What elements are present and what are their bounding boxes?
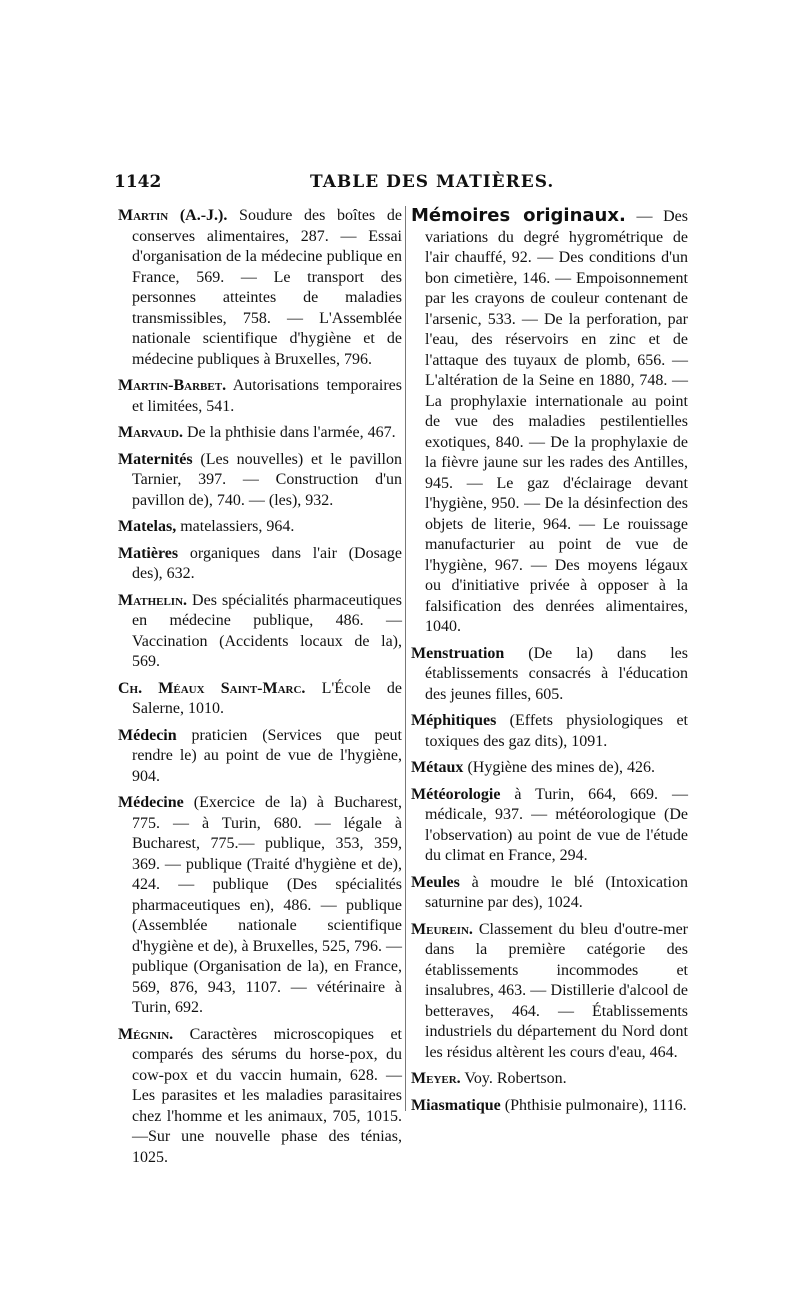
entry-text: (Exercice de la) à Bucharest, 775. — à Turin, 680. — légale à Bucharest, 775.— publique, 353, 359, 369. — publique (Traité d'hygiène et de), 424. — publique (Des spécialités pharmaceutiques en), 486. — publique (Assemblée nationale scientifique d'hygiène et de), à Bruxelles, 525, 796. — publique (Organisation de la), en France, 569, 876, 943, 1107. — vétérinaire à Turin, 692. xyxy=(132,794,402,1016)
entry-text: (Les nouvelles) et le pavillon Tarnier, 397. — Construction d'un pavillon de), 740. — (les), 932. xyxy=(132,450,402,509)
index-entry xyxy=(118,376,402,417)
entry-heading: Martin-Barbet. xyxy=(118,377,227,394)
entry-text: Caractères microscopiques et comparés des sérums du horse-pox, du cow-pox et du vaccin humain, 628. — Les parasites et les maladies parasitaires chez l'homme et les animaux, 705, 1015.—Sur une nouvelle phase des ténias, 1025. xyxy=(132,1025,402,1166)
index-entry xyxy=(411,1096,688,1117)
entry-text: organiques dans l'air (Dosage des), 632. xyxy=(132,544,402,582)
index-entry xyxy=(118,793,402,1019)
entry-heading: Meurein. xyxy=(411,920,473,938)
index-entry xyxy=(411,711,688,752)
entry-heading: Mémoires originaux. xyxy=(411,205,626,226)
page-number: 1142 xyxy=(114,172,162,192)
index-entry xyxy=(118,544,402,585)
index-entry xyxy=(118,726,402,788)
right-column xyxy=(411,206,688,1122)
entry-text: — Des variations du degré hygrométrique de l'air chauffé, 92. — Des conditions d'un bon cimetière, 146. — Empoisonnement par les crayons de couleur contenant de l'arsenic, 533. — De la perforation, par l'eau, des réservoirs en zinc et de l'attaque des tuyaux de plomb, 656. — L'altération de la Seine en 1880, 748. — La prophylaxie internationale au point de vue des maladies pestilentielles exotiques, 840. — De la prophylaxie de la fièvre jaune sur les rades des Antilles, 945. — Le gaz d'éclairage devant l'hygiène, 950. — De la désinfection des objets de literie, 964. — Le rouissage manufacturier au point de vue de l'hygiène, 967. — Des moyens légaux ou d'initiative privée à opposer à la falsification des denrées alimentaires, 1040. xyxy=(425,208,689,635)
entry-text: Classement du bleu d'outre-mer dans la première catégorie des établissements incommodes et insalubres, 463. — Distillerie d'alcool de betteraves, 464. — Établissements industriels du département du Nord dont les résidus altèrent les cours d'eau, 464. xyxy=(425,920,689,1061)
index-entry xyxy=(411,920,688,1064)
entry-heading: Maternités xyxy=(118,450,193,468)
entry-heading: Meyer. xyxy=(411,1070,461,1087)
entry-text: (Phthisie pulmonaire), 1116. xyxy=(504,1096,687,1114)
entry-heading: Marvaud. xyxy=(118,424,183,441)
entry-heading: Médecine xyxy=(118,794,184,811)
entry-heading: Méphitiques xyxy=(411,712,497,729)
index-entry xyxy=(118,679,402,720)
page-header xyxy=(114,172,694,196)
entry-text: (De la) dans les établissements consacrés à l'éducation des jeunes filles, 605. xyxy=(425,644,689,703)
column-divider xyxy=(405,206,406,1111)
entry-heading: Matelas, xyxy=(118,518,177,535)
entry-heading: Métaux xyxy=(411,759,464,776)
entry-heading: Mégnin. xyxy=(118,1025,174,1043)
entry-text: praticien (Services que peut rendre le) au point de vue de l'hygiène, 904. xyxy=(132,726,402,785)
index-entry xyxy=(411,785,688,867)
entry-text: L'École de Salerne, 1010. xyxy=(132,679,403,717)
entry-text: Autorisations temporaires et limitées, 541. xyxy=(132,377,402,415)
index-entry xyxy=(411,644,688,706)
index-entry xyxy=(411,873,688,914)
entry-text: (Effets physiologiques et toxiques des gaz dits), 1091. xyxy=(425,712,688,750)
entry-text: à moudre le blé (Intoxication saturnine par des), 1024. xyxy=(425,873,688,911)
left-column xyxy=(118,206,402,1174)
entry-heading: Meules xyxy=(411,873,460,891)
entry-text: à Turin, 664, 669. — médicale, 937. — météorologique (De l'observation) au point de vue de l'étude du climat en France, 294. xyxy=(425,785,688,864)
entry-text: Voy. Robertson. xyxy=(464,1070,567,1087)
index-entry xyxy=(118,517,402,538)
index-entry xyxy=(411,1069,688,1090)
entry-text: Soudure des boîtes de conserves alimentaires, 287. — Essai d'organisation de la médecine publique en France, 569. — Le transport des personnes atteintes de maladies transmissibles, 758. — L'Assemblée nationale scientifique d'hygiène et de médecine publiques à Bruxelles, 796. xyxy=(132,207,403,368)
index-entry xyxy=(118,1025,402,1169)
index-entry xyxy=(411,758,688,779)
entry-heading: Mathelin. xyxy=(118,591,188,609)
entry-text: De la phthisie dans l'armée, 467. xyxy=(186,424,396,441)
index-entry xyxy=(118,423,402,444)
entry-heading: Ch. Méaux Saint-Marc. xyxy=(118,679,306,697)
index-entry xyxy=(118,206,402,370)
entry-heading: Médecin xyxy=(118,726,177,744)
entry-heading: Météorologie xyxy=(411,785,501,803)
entry-text: matelassiers, 964. xyxy=(180,518,295,535)
entry-heading: Miasmatique xyxy=(411,1096,501,1114)
index-entry xyxy=(411,206,688,638)
entry-heading: Matières xyxy=(118,544,179,562)
entry-text: (Hygiène des mines de), 426. xyxy=(467,759,655,776)
entry-heading: Menstruation xyxy=(411,644,505,662)
index-entry xyxy=(118,450,402,512)
index-entry xyxy=(118,591,402,673)
running-title: TABLE DES MATIÈRES. xyxy=(310,172,555,192)
entry-text: Des spécialités pharmaceutiques en médecine publique, 486. — Vaccination (Accidents locaux de la), 569. xyxy=(132,591,402,670)
entry-heading: Martin (A.-J.). xyxy=(118,207,228,224)
